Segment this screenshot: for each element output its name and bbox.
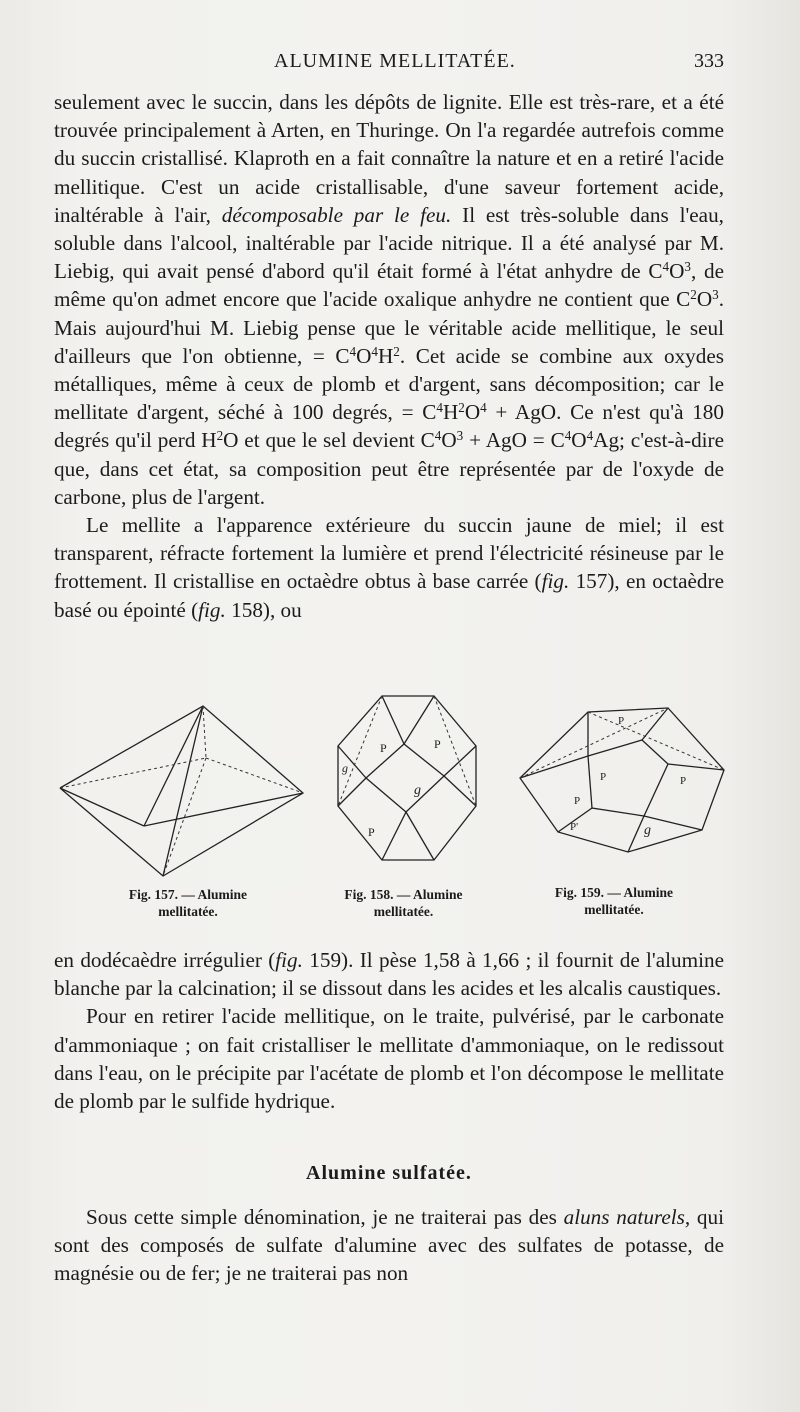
text-block-middle (54, 946, 724, 1115)
svg-text:P: P (618, 715, 625, 727)
figure-159-dodecahedron (518, 704, 728, 859)
figure-row (0, 688, 800, 928)
paragraph-aluns: Sous cette simple dénomination, je ne traiterai pas des aluns naturels, qui sont des composés de sulfate d'alumine avec des sulfates de potasse, de magnésie ou de fer; je ne traiterai pas non (54, 1205, 724, 1286)
svg-text:P: P (434, 737, 441, 751)
svg-text:P: P (680, 775, 687, 787)
page-number: 333 (694, 50, 724, 72)
paragraph-extraction: Pour en retirer l'acide mellitique, on le traite, pulvérisé, par le carbonate d'ammoniaque ; on fait cristalliser le mellitate d'ammoniaque, on le redissout dans l'eau, on le précipite par l'acétate de plomb et l'on décompose le mellitate de plomb par le sulfide hydrique. (54, 1004, 724, 1114)
svg-text:g: g (644, 823, 651, 838)
truncated-octahedron-drawing (326, 688, 486, 868)
svg-text:P: P (574, 795, 581, 807)
text-block-bottom (54, 1203, 724, 1288)
paragraph-mellite-acid: seulement avec le succin, dans les dépôts de lignite. Elle est très-rare, et a été trouvée principalement à Arten, en Thuringe. On l'a regardée autrefois comme du succin cristallisé. Klaproth en a fait connaître la nature et en a retiré l'acide mellitique. C'est un acide cristallisable, d'une saveur fortement acide, inaltérable à l'air, décomposable par le feu. Il est très-soluble dans l'eau, soluble dans l'alcool, inaltérable par l'acide nitrique. Il a été analysé par M. Liebig, qui avait pensé d'abord qu'il était formé à l'état anhydre de $C^4O^3$, de même qu'on admet encore que l'acide oxalique anhydre ne contient que $C^2O^3$. Mais aujourd'hui M. Liebig pense que le véritable acide mellitique, le seul d'ailleurs que l'on obtienne, = $C^4O^4H^2$. Cet acide se combine aux oxydes métalliques, même à ceux de plomb et d'argent, sans décomposition; car le mellitate d'argent, séché à 100 degrés, = $C^4H^2O^4$ + AgO. Ce n'est qu'à 180 degrés qu'il perd $H^2O$ et que le sel devient $C^4O^3$ + AgO = $C^4O^4Ag$; c'est-à-dire que, dans cet état, sa composition peut être représentée par de l'oxyde de carbone, plus de l'argent. (54, 90, 725, 509)
svg-text:g: g (342, 761, 348, 775)
figure-159-caption: Fig. 159. — Alumine mellitatée. (554, 885, 674, 917)
svg-text:P: P (380, 741, 387, 755)
running-title: ALUMINE MELLITATÉE. (274, 50, 516, 72)
paragraph-dodecahedron: en dodécaèdre irrégulier (fig. 159). Il pèse 1,58 à 1,66 ; il fournit de l'alumine blanche par la calcination; il se dissout dans les acides et les alcalis caustiques. (54, 948, 724, 1001)
dodecahedron-drawing (518, 704, 728, 854)
svg-text:P': P' (570, 821, 579, 833)
octahedron-drawing (58, 698, 308, 878)
running-header (52, 50, 724, 76)
figure-157-caption: Fig. 157. — Alumine mellitatée. (128, 887, 248, 919)
figure-158-truncated-octahedron (326, 688, 486, 873)
svg-text:g: g (414, 783, 421, 798)
svg-text:P: P (368, 825, 375, 839)
section-heading: Alumine sulfatée. (306, 1162, 472, 1184)
paragraph-mellite-appearance: Le mellite a l'apparence extérieure du succin jaune de miel; il est transparent, réfracte fortement la lumière et prend l'électricité résineuse par le frottement. Il cristallise en octaèdre obtus à base carrée (fig. 157), en octaèdre basé ou épointé (fig. 158), ou (54, 513, 724, 622)
figure-158-caption: Fig. 158. — Alumine mellitatée. (344, 887, 463, 919)
svg-text:P: P (600, 771, 607, 783)
figure-157-octahedron (58, 698, 308, 883)
text-block-top (54, 88, 724, 624)
